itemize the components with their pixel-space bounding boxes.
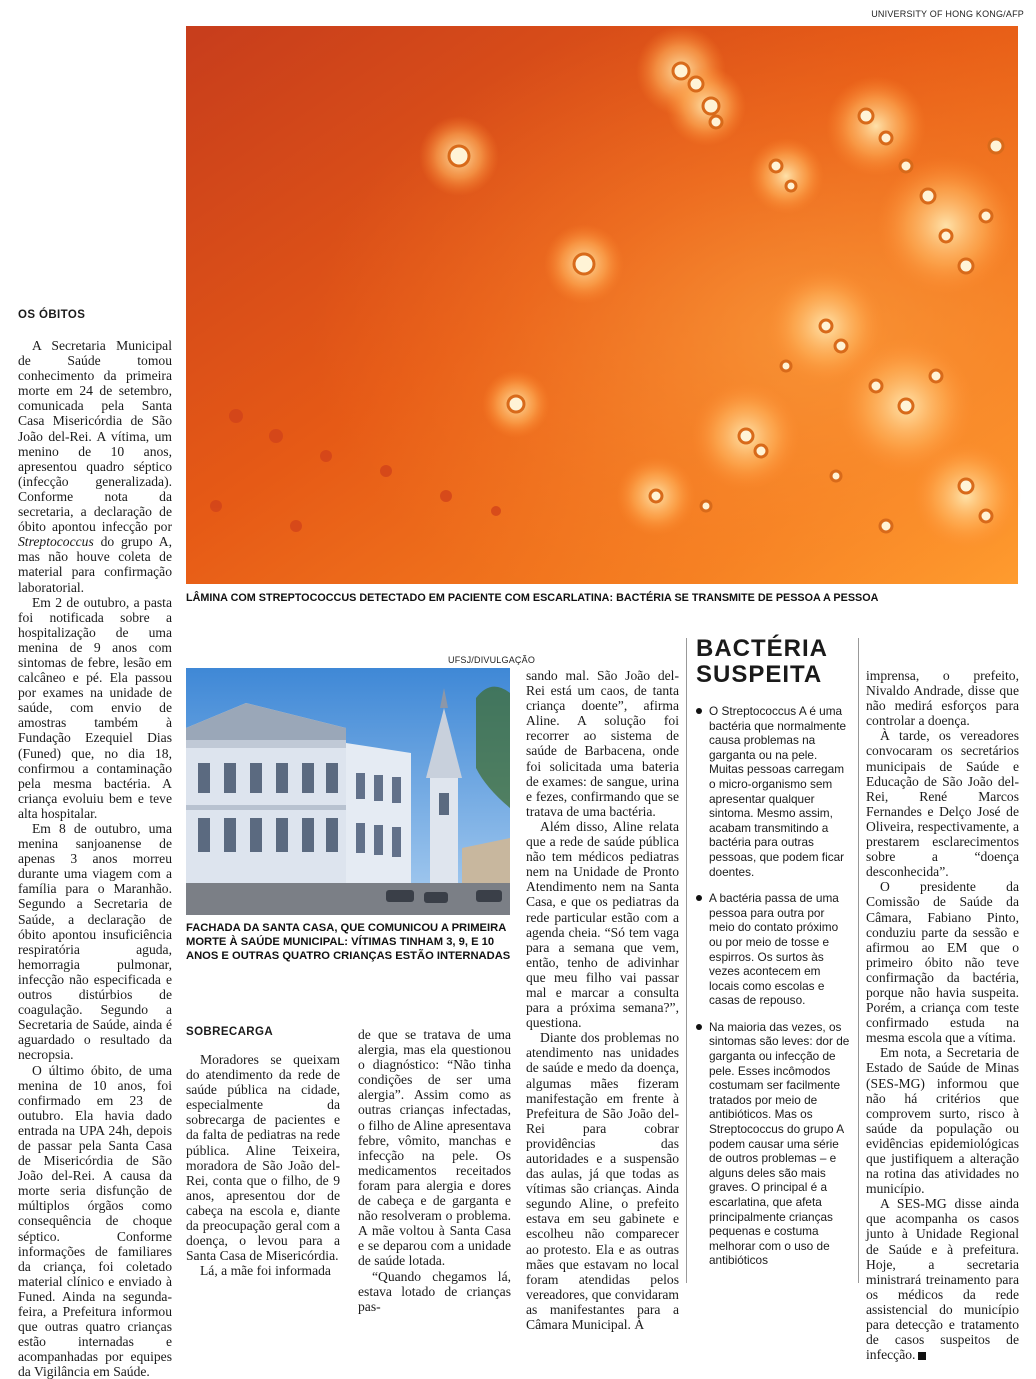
- sobrecarga-section: [186, 1026, 340, 1278]
- main-photo-caption: LÂMINA COM STREPTOCOCCUS DETECTADO EM PACIENTE COM ESCARLATINA: BACTÉRIA SE TRANSMITE DE PESSOA A PESSOA: [186, 591, 1018, 605]
- obitos-section: [18, 309, 172, 1379]
- photo-credit-building: UFSJ/DIVULGAÇÃO: [448, 655, 535, 665]
- bullet-icon: [696, 708, 702, 714]
- photo-credit-main: UNIVERSITY OF HONG KONG/AFP: [871, 9, 1024, 19]
- sobrecarga-paragraph-9: A SES-MG disse ainda que acompanha os casos junto à Unidade Regional de Saúde e à prefeitura. Hoje, a secretaria ministrará treinamento para os médicos da rede assistencial do município para detecção e tratamento de casos suspeitos de infecção.: [866, 1196, 1019, 1362]
- sobrecarga-paragraph-3-cont: sando mal. São João del-Rei está um caos, de tanta criança doente”, afirma Aline. A solução foi recorrer ao sistema de saúde de Barbacena, onde foi solicitada uma bateria de exames: de sangue, urina e fezes, confirmando que se tratava de uma bactéria.: [526, 668, 679, 819]
- box-bullet-item: A bactéria passa de uma pessoa para outra por meio do contato próximo ou por meio de tosse e espirros. Os surtos às vezes acontecem em locais como escolas e casas de repouso.: [696, 891, 851, 1008]
- sobrecarga-paragraph-7: O presidente da Comissão de Saúde da Câmara, Fabiano Pinto, conduziu parte da sessão e afirmou ao EM que o primeiro óbito não teve confirmação da bactéria, porque não havia suspeita. Porém, a criança com teste confirmado estuda na mesma escola que a vítima.: [866, 879, 1019, 1045]
- box-bullet-list: [696, 704, 851, 1268]
- sobrecarga-paragraph-6: À tarde, os vereadores convocaram os secretários municipais de Saúde e Educação de São João del-Rei, René Marcos Fernandes e Delço José de Oliveira, respectivamente, a prestarem esclarecimentos sobre a “doença desconhecida”.: [866, 728, 1019, 879]
- box-bullet-item: O Streptococcus A é uma bactéria que normalmente causa problemas na garganta ou na pele. Muitas pessoas carregam o micro-organismo sem apresentar qualquer sintoma. Mesmo assim, acabam transmitindo a bactéria para outras pessoas, que podem ficar doentes.: [696, 704, 851, 879]
- column-divider-left: [686, 638, 687, 1283]
- sobrecarga-text-col3: [526, 668, 679, 1332]
- sobrecarga-paragraph-5: Diante dos problemas no atendimento nas unidades de saúde e medo da doença, algumas mães fizeram manifestação em frente à Prefeitura de São João del-Rei para cobrar providências das autoridades e a suspensão das aulas, já que todas as vítimas são crianças. Ainda segundo Aline, o prefeito estava em seu gabinete e escolheu não comparecer ao protesto. Ela e as outras mães que estavam no local foram atendidas pelos vereadores, que convidaram as manifestantes para a Câmara Municipal. À: [526, 1030, 679, 1332]
- obitos-text: [18, 338, 172, 1379]
- obitos-paragraph-1: A Secretaria Municipal de Saúde tomou conhecimento da primeira morte em 24 de setembro, comunicada pela Santa Casa Misericórdia de São João del-Rei. A vítima, um menino de 10 anos, apresentou quadro séptico (infecção generalizada). Conforme nota da secretaria, a declaração de óbito apontou infecção por Streptococcus do grupo A, mas não houve coleta de material para confirmação laboratorial.: [18, 338, 172, 595]
- box-title: [696, 636, 851, 688]
- building-photo-caption: FACHADA DA SANTA CASA, QUE COMUNICOU A PRIMEIRA MORTE À SAÚDE MUNICIPAL: VÍTIMAS TINHAM 3, 9, E 10 ANOS E OUTRAS QUATRO CRIANÇAS ESTÃO INTERNADAS: [186, 921, 516, 963]
- bullet-icon: [696, 895, 702, 901]
- sobrecarga-paragraph-2-cont: de que se tratava de uma alergia, mas ela questionou o diagnóstico: “Não tinha condições de ser uma alergia”. Assim como as outras crianças infectadas, o filho de Aline apresentava febre, vômito, manchas e infecção na pele. Os medicamentos receitados foram para alergia e dores de cabeça e de garganta e não resolveram o problema. A mãe voltou à Santa Casa e se deparou com a unidade de saúde lotada.: [358, 1027, 511, 1269]
- bacteria-info-box: [696, 636, 851, 1280]
- sobrecarga-paragraph-1: Moradores se queixam do atendimento da rede de saúde pública na cidade, especialmente da sobrecarga de pacientes e da falta de pediatras na rede pública. Aline Teixeira, moradora de São João del-Rei, conta que o filho, de 9 anos, apresentou dor de cabeça na escola e, diante da preocupação geral com a doença, o levou para a Santa Casa de Misericórdia.: [186, 1052, 340, 1263]
- obitos-paragraph-3: Em 8 de outubro, uma menina sanjoanense de apenas 3 anos morreu durante uma viagem com a família para o Maranhão. Segundo a Secretaria de Saúde, a declaração de óbito apontou insuficiência respiratória aguda, hemorragia pulmonar, infecção não especificada e outros distúrbios de coagulação. Segundo a Secretaria de Saúde, ainda é aguardado o resultado da necropsia.: [18, 821, 172, 1063]
- obitos-heading: OS ÓBITOS: [18, 309, 172, 321]
- sobrecarga-paragraph-8: Em nota, a Secretaria de Estado de Saúde de Minas (SES-MG) informou que não há critérios que comprovem surto, risco à saúde da população ou evidências epidemiológicas que justifiquem a alteração na rotina das atividades no município.: [866, 1045, 1019, 1196]
- sobrecarga-paragraph-2: Lá, a mãe foi informada: [186, 1263, 340, 1278]
- sobrecarga-text-col5: [866, 668, 1019, 1362]
- obitos-paragraph-4: O último óbito, de uma menina de 10 anos, foi confirmado em 23 de outubro. Ela havia dado entrada na UPA 24h, depois de passar pela Santa Casa de Misericórdia de São João del-Rei. A causa da morte seria disfunção de múltiplos órgãos como consequência de choque séptico. Conforme informações de familiares da criança, foi coletado material clínico e enviado à Funed. Ainda na segunda-feira, a Prefeitura informou que outras quatro crianças estão internadas e acompanhadas por equipes da Vigilância em Saúde.: [18, 1063, 172, 1379]
- sobrecarga-paragraph-4: Além disso, Aline relata que a rede de saúde pública não tem médicos pediatras nem na Unidade de Pronto Atendimento nem na Santa Casa, e que os pediatras da rede particular estão com a agenda cheia. “Só tem vaga para a semana que vem, então, tenho de adivinhar que meu filho vai passar mal e marcar a consulta para a próxima semana?”, questiona.: [526, 819, 679, 1030]
- sobrecarga-paragraph-3: “Quando chegamos lá, estava lotado de crianças pas-: [358, 1269, 511, 1314]
- box-title-line-1: BACTÉRIA: [696, 636, 851, 662]
- bullet-icon: [696, 1024, 702, 1030]
- sobrecarga-heading: SOBRECARGA: [186, 1026, 340, 1038]
- box-bullet-item: Na maioria das vezes, os sintomas são leves: dor de garganta ou infecção de pele. Esses incômodos costumam ser facilmente tratados por meio de antibióticos. Mas os Streptococcus do grupo A podem causar uma série de outros problemas – e alguns deles são mais graves. O principal é a escarlatina, que afeta principalmente crianças pequenas e costuma melhorar com o uso de antibióticos: [696, 1020, 851, 1268]
- sobrecarga-paragraph-5-cont: imprensa, o prefeito, Nivaldo Andrade, disse que não medirá esforços para controlar a doença.: [866, 668, 1019, 728]
- sobrecarga-text-col1: [186, 1052, 340, 1278]
- santa-casa-photo: [186, 668, 510, 915]
- column-divider-right: [858, 638, 859, 1283]
- end-of-article-mark: [918, 1352, 926, 1360]
- obitos-paragraph-2: Em 2 de outubro, a pasta foi notificada sobre a hospitalização de uma menina de 9 anos com sintomas de febre, lesão em calcâneo e pé. Ela passou por exames na unidade de saúde, com envio de amostras também à Fundação Ezequiel Dias (Funed) que, no dia 18, confirmou a contaminação pela mesma bactéria. A criança evoluiu bem e teve alta hospitalar.: [18, 595, 172, 821]
- box-title-line-2: SUSPEITA: [696, 662, 851, 688]
- streptococcus-plate-photo: [186, 26, 1018, 584]
- sobrecarga-text-col2: [358, 1027, 511, 1314]
